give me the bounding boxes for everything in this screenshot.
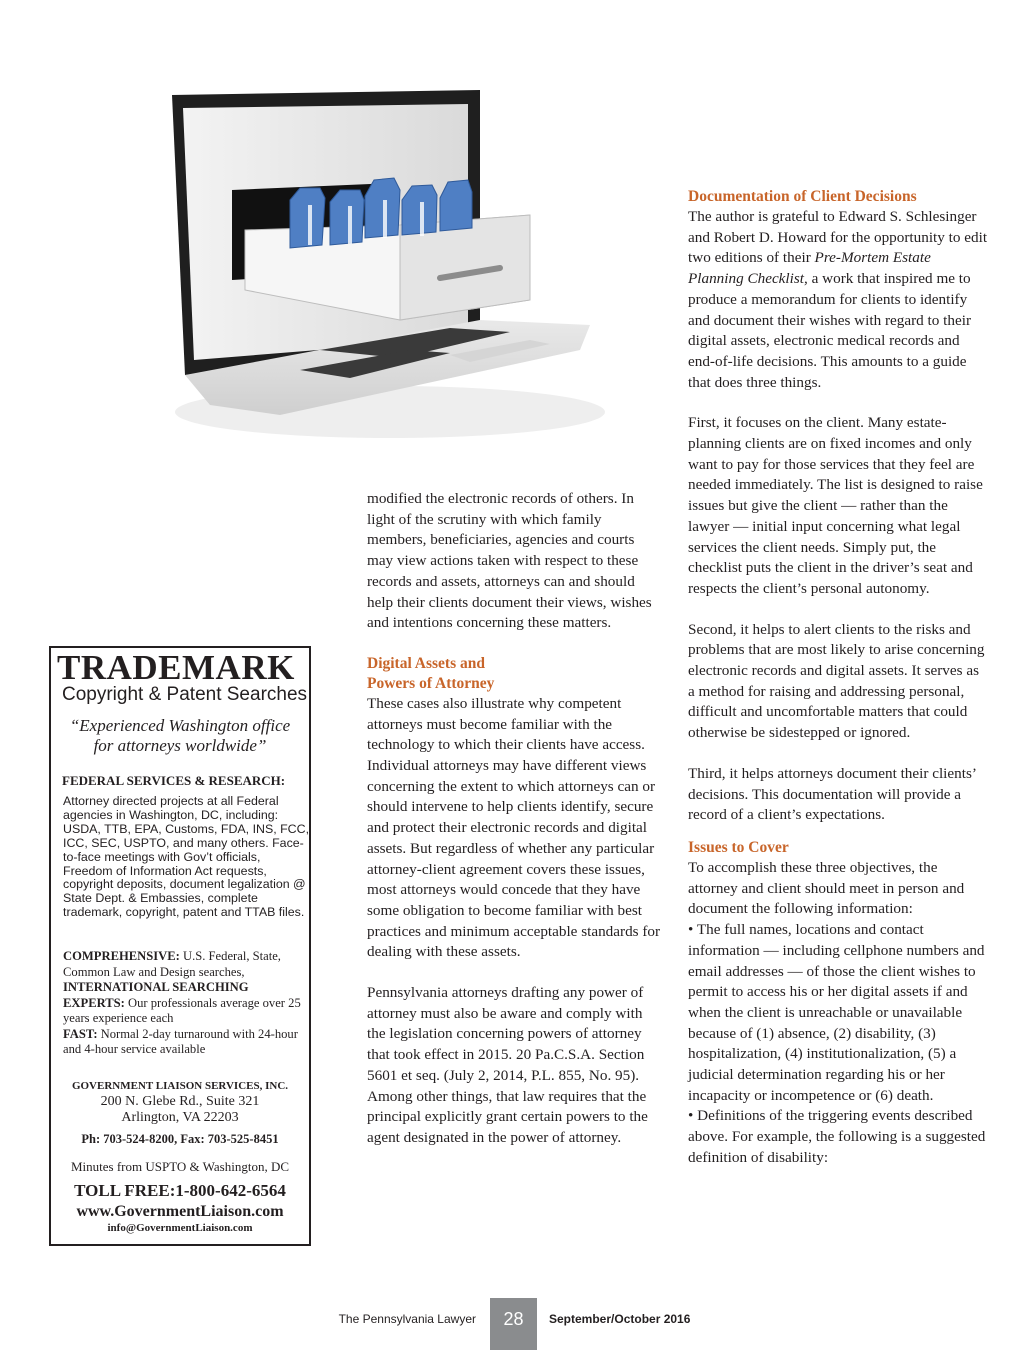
address-line: Arlington, VA 22203	[121, 1110, 239, 1125]
ad-text: Our professionals average over 25 years experience each	[63, 995, 301, 1025]
ad-label: FAST:	[63, 1026, 98, 1041]
ad-organization: GOVERNMENT LIAISON SERVICES, INC.	[71, 1080, 289, 1092]
paragraph: These cases also illustrate why competent attorneys must become familiar with the technology to which their clients have access. Individual attorneys may have different views concerning the extent to which attorneys can or should intervene to help clients identify, secure and protect their electronic records and digital assets. But regardless of whether any particular attorney-client agreement covers these issues, most attorneys would concede that they have some obligation to become familiar with best practices and minimum acceptable standards for dealing with these assets.	[367, 694, 661, 961]
heading-line: Powers of Attorney	[367, 674, 495, 692]
ad-text: U.S. Federal, State, Common Law and Design searches,	[63, 949, 281, 979]
bullet-item: • The full names, locations and contact information — including cellphone numbers and email addresses — of those the client wishes to permit to access his or her digital assets if and when the client is unreachable or unavailable because of (1) absence, (2) disability, (3) hospitalization, (4) institutionalization, (5) a judicial determination regarding his or her incapacity or incompetence or (6) death.	[688, 921, 985, 1104]
ad-quote	[51, 716, 309, 756]
text-span: , a work that inspired me to produce a memorandum for clients to identify and document their wishes with regard to their digital assets, electronic medical records and end-of-life decisions. This amounts to a guide that does three things.	[688, 270, 972, 391]
paragraph: Second, it helps to alert clients to the risks and problems that are most likely to arise concerning electronic records and digital assets. It serves as a method for raising and addressing personal, difficult and uncomfortable matters that could otherwise be sidestepped or ignored.	[688, 620, 985, 742]
ad-services	[63, 949, 313, 1058]
ad-label: INTERNATIONAL SEARCHING EXPERTS:	[63, 980, 249, 1010]
footer-publication: The Pennsylvania Lawyer	[338, 1312, 476, 1326]
ad-description: Attorney directed projects at all Federal agencies in Washington, DC, including: USDA, TTB, EPA, Customs, FDA, INS, FCC, ICC, SEC, USPTO, and many others. Face-to-face meetings with Gov’t officials, Freedom of Information Act requests, copyright deposits, document legalization @ State Dept. & Embassies, complete trademark, copyright, patent and TTAB files.	[63, 794, 310, 920]
trademark-advertisement	[49, 646, 311, 1246]
ad-section-heading: FEDERAL SERVICES & RESEARCH:	[62, 773, 286, 788]
ad-toll-free: TOLL FREE:1-800-642-6564	[74, 1181, 286, 1200]
heading-line: Digital Assets and	[367, 654, 485, 672]
page-number: 28	[490, 1298, 537, 1350]
ad-label: COMPREHENSIVE:	[63, 949, 180, 963]
ad-address	[51, 1094, 309, 1126]
ad-title: TRADEMARK	[57, 648, 295, 687]
ad-website-link[interactable]: www.GovernmentLiaison.com	[76, 1203, 284, 1220]
address-line: 200 N. Glebe Rd., Suite 321	[100, 1094, 260, 1109]
section-heading: Documentation of Client Decisions	[688, 188, 917, 205]
ad-phone: Ph: 703-524-8200, Fax: 703-525-8451	[81, 1132, 279, 1146]
paragraph: modified the electronic records of others. In light of the scrutiny with which family members, beneficiaries, agencies and courts may view actions taken with respect to these records and assets, attorneys can and should help their clients document their views, wishes and intentions concerning these matters.	[367, 490, 652, 632]
paragraph: First, it focuses on the client. Many estate-planning clients are on fixed incomes and only want to pay for those services that they feel are needed immediately. The list is designed to raise issues but give the client — rather than the lawyer — initial input concerning what legal services the client needs. Simply put, the checklist puts the client in the driver’s seat and respects the client’s personal autonomy.	[688, 414, 983, 597]
paragraph	[688, 207, 988, 393]
ad-subtitle: Copyright & Patent Searches	[62, 684, 308, 705]
section-heading: Issues to Cover	[688, 838, 789, 856]
paragraph: Pennsylvania attorneys drafting any power of attorney must also be aware and comply with the legislation concerning powers of attorney that took effect in 2015. 20 Pa.C.S.A. Section 5601 et seq. (July 2, 2014, P.L. 855, No. 95). Among other things, that law requires that the principal explicitly grant certain powers to the agent designated in the power of attorney.	[367, 984, 648, 1146]
paragraph: Third, it helps attorneys document their clients’ decisions. This documentation will provide a record of a client’s expectations.	[688, 764, 976, 824]
laptop-file-drawer-illustration	[150, 20, 620, 460]
ad-email-link[interactable]: info@GovernmentLiaison.com	[107, 1222, 253, 1234]
text-span: The author is grateful to Edward S. Schlesinger and Robert D. Howard for the opportunity to edit two editions of their	[688, 208, 988, 267]
book-title: Pre-Mortem Estate Planning Checklist	[688, 249, 931, 288]
article-column-right	[688, 187, 988, 1169]
footer-issue: September/October 2016	[549, 1312, 691, 1326]
ad-text: Normal 2-day turnaround with 24-hour and 4-hour service available	[63, 1026, 298, 1056]
article-column-middle	[367, 489, 662, 1149]
section-heading	[367, 654, 662, 694]
quote-line: “Experienced Washington office	[69, 716, 291, 735]
quote-line: for attorneys worldwide”	[93, 736, 267, 755]
paragraph: To accomplish these three objectives, the attorney and client should meet in person and document the following information:	[688, 858, 965, 918]
bullet-item: • Definitions of the triggering events described above. For example, the following is a suggested definition of disability:	[688, 1107, 986, 1166]
ad-location-note: Minutes from USPTO & Washington, DC	[70, 1159, 290, 1174]
